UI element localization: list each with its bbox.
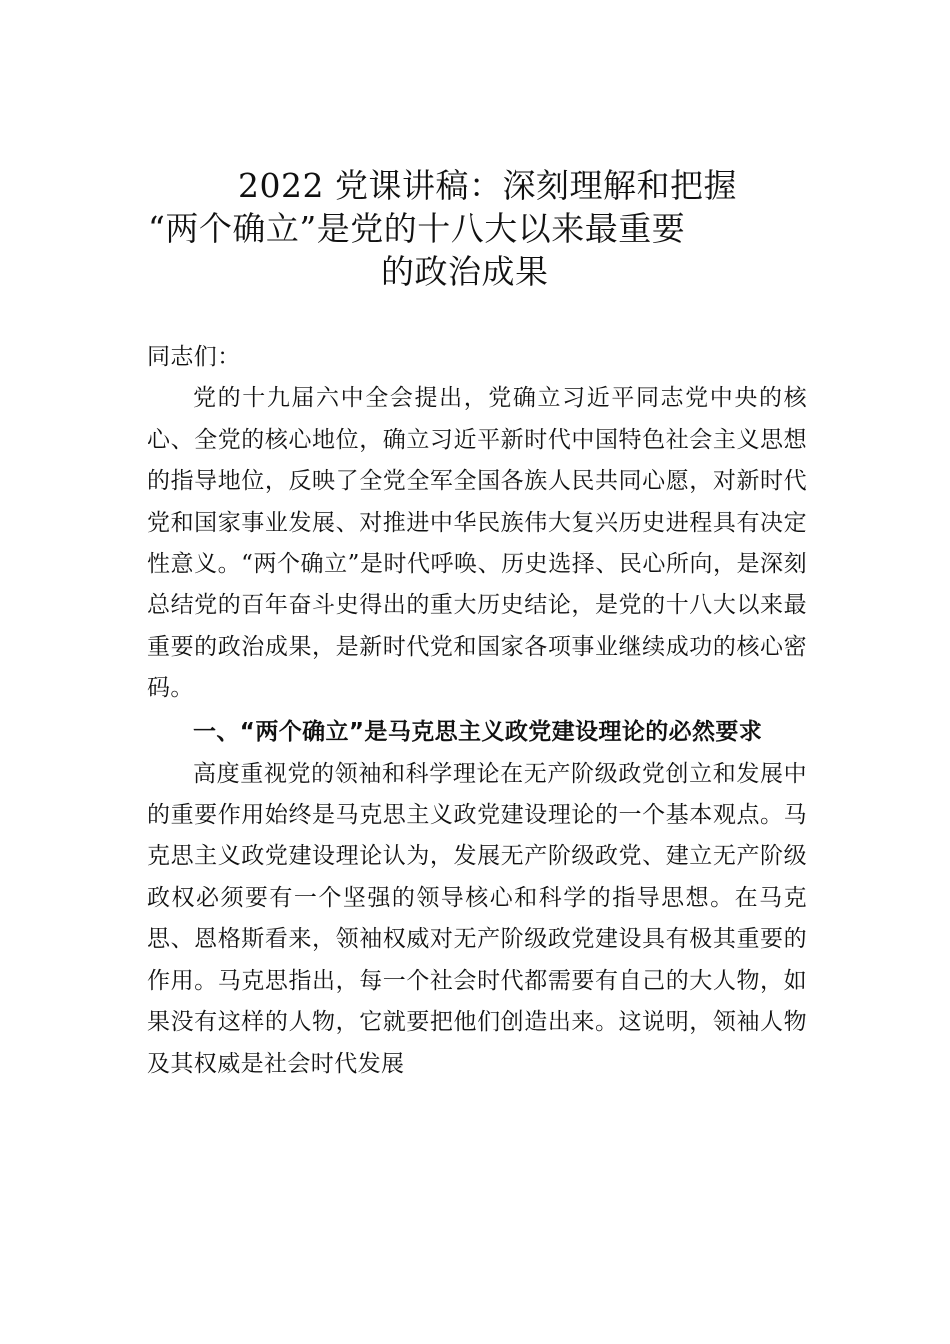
- title-line-3: 的政治成果: [381, 252, 549, 291]
- title-line-1: 2022 党课讲稿：深刻理解和把握: [238, 166, 737, 205]
- document-body: [147, 337, 807, 1085]
- greeting: 同志们：: [147, 344, 241, 370]
- section-1-paragraph: 高度重视党的领袖和科学理论在无产阶级政党创立和发展中的重要作用始终是马克思主义政党建设理论的一个基本观点。马克思主义政党建设理论认为，发展无产阶级政党、建立无产阶级政权必须要有一个坚强的领导核心和科学的指导思想。在马克思、恩格斯看来，领袖权威对无产阶级政党建设具有极其重要的作用。马克思指出，每一个社会时代都需要有自己的大人物，如果没有这样的人物，它就要把他们创造出来。这说明，领袖人物及其权威是社会时代发展: [147, 760, 807, 1077]
- document-title: [0, 164, 950, 293]
- section-heading-1: 一、“两个确立”是马克思主义政党建设理论的必然要求: [193, 718, 763, 745]
- intro-paragraph: 党的十九届六中全会提出，党确立习近平同志党中央的核心、全党的核心地位，确立习近平新时代中国特色社会主义思想的指导地位，反映了全党全军全国各族人民共同心愿，对新时代党和国家事业发展、对推进中华民族伟大复兴历史进程具有决定性意义。“两个确立”是时代呼唤、历史选择、民心所向，是深刻总结党的百年奋斗史得出的重大历史结论，是党的十八大以来最重要的政治成果，是新时代党和国家各项事业继续成功的核心密码。: [147, 385, 807, 702]
- title-line-2: “两个确立”是党的十八大以来最重要: [148, 209, 686, 248]
